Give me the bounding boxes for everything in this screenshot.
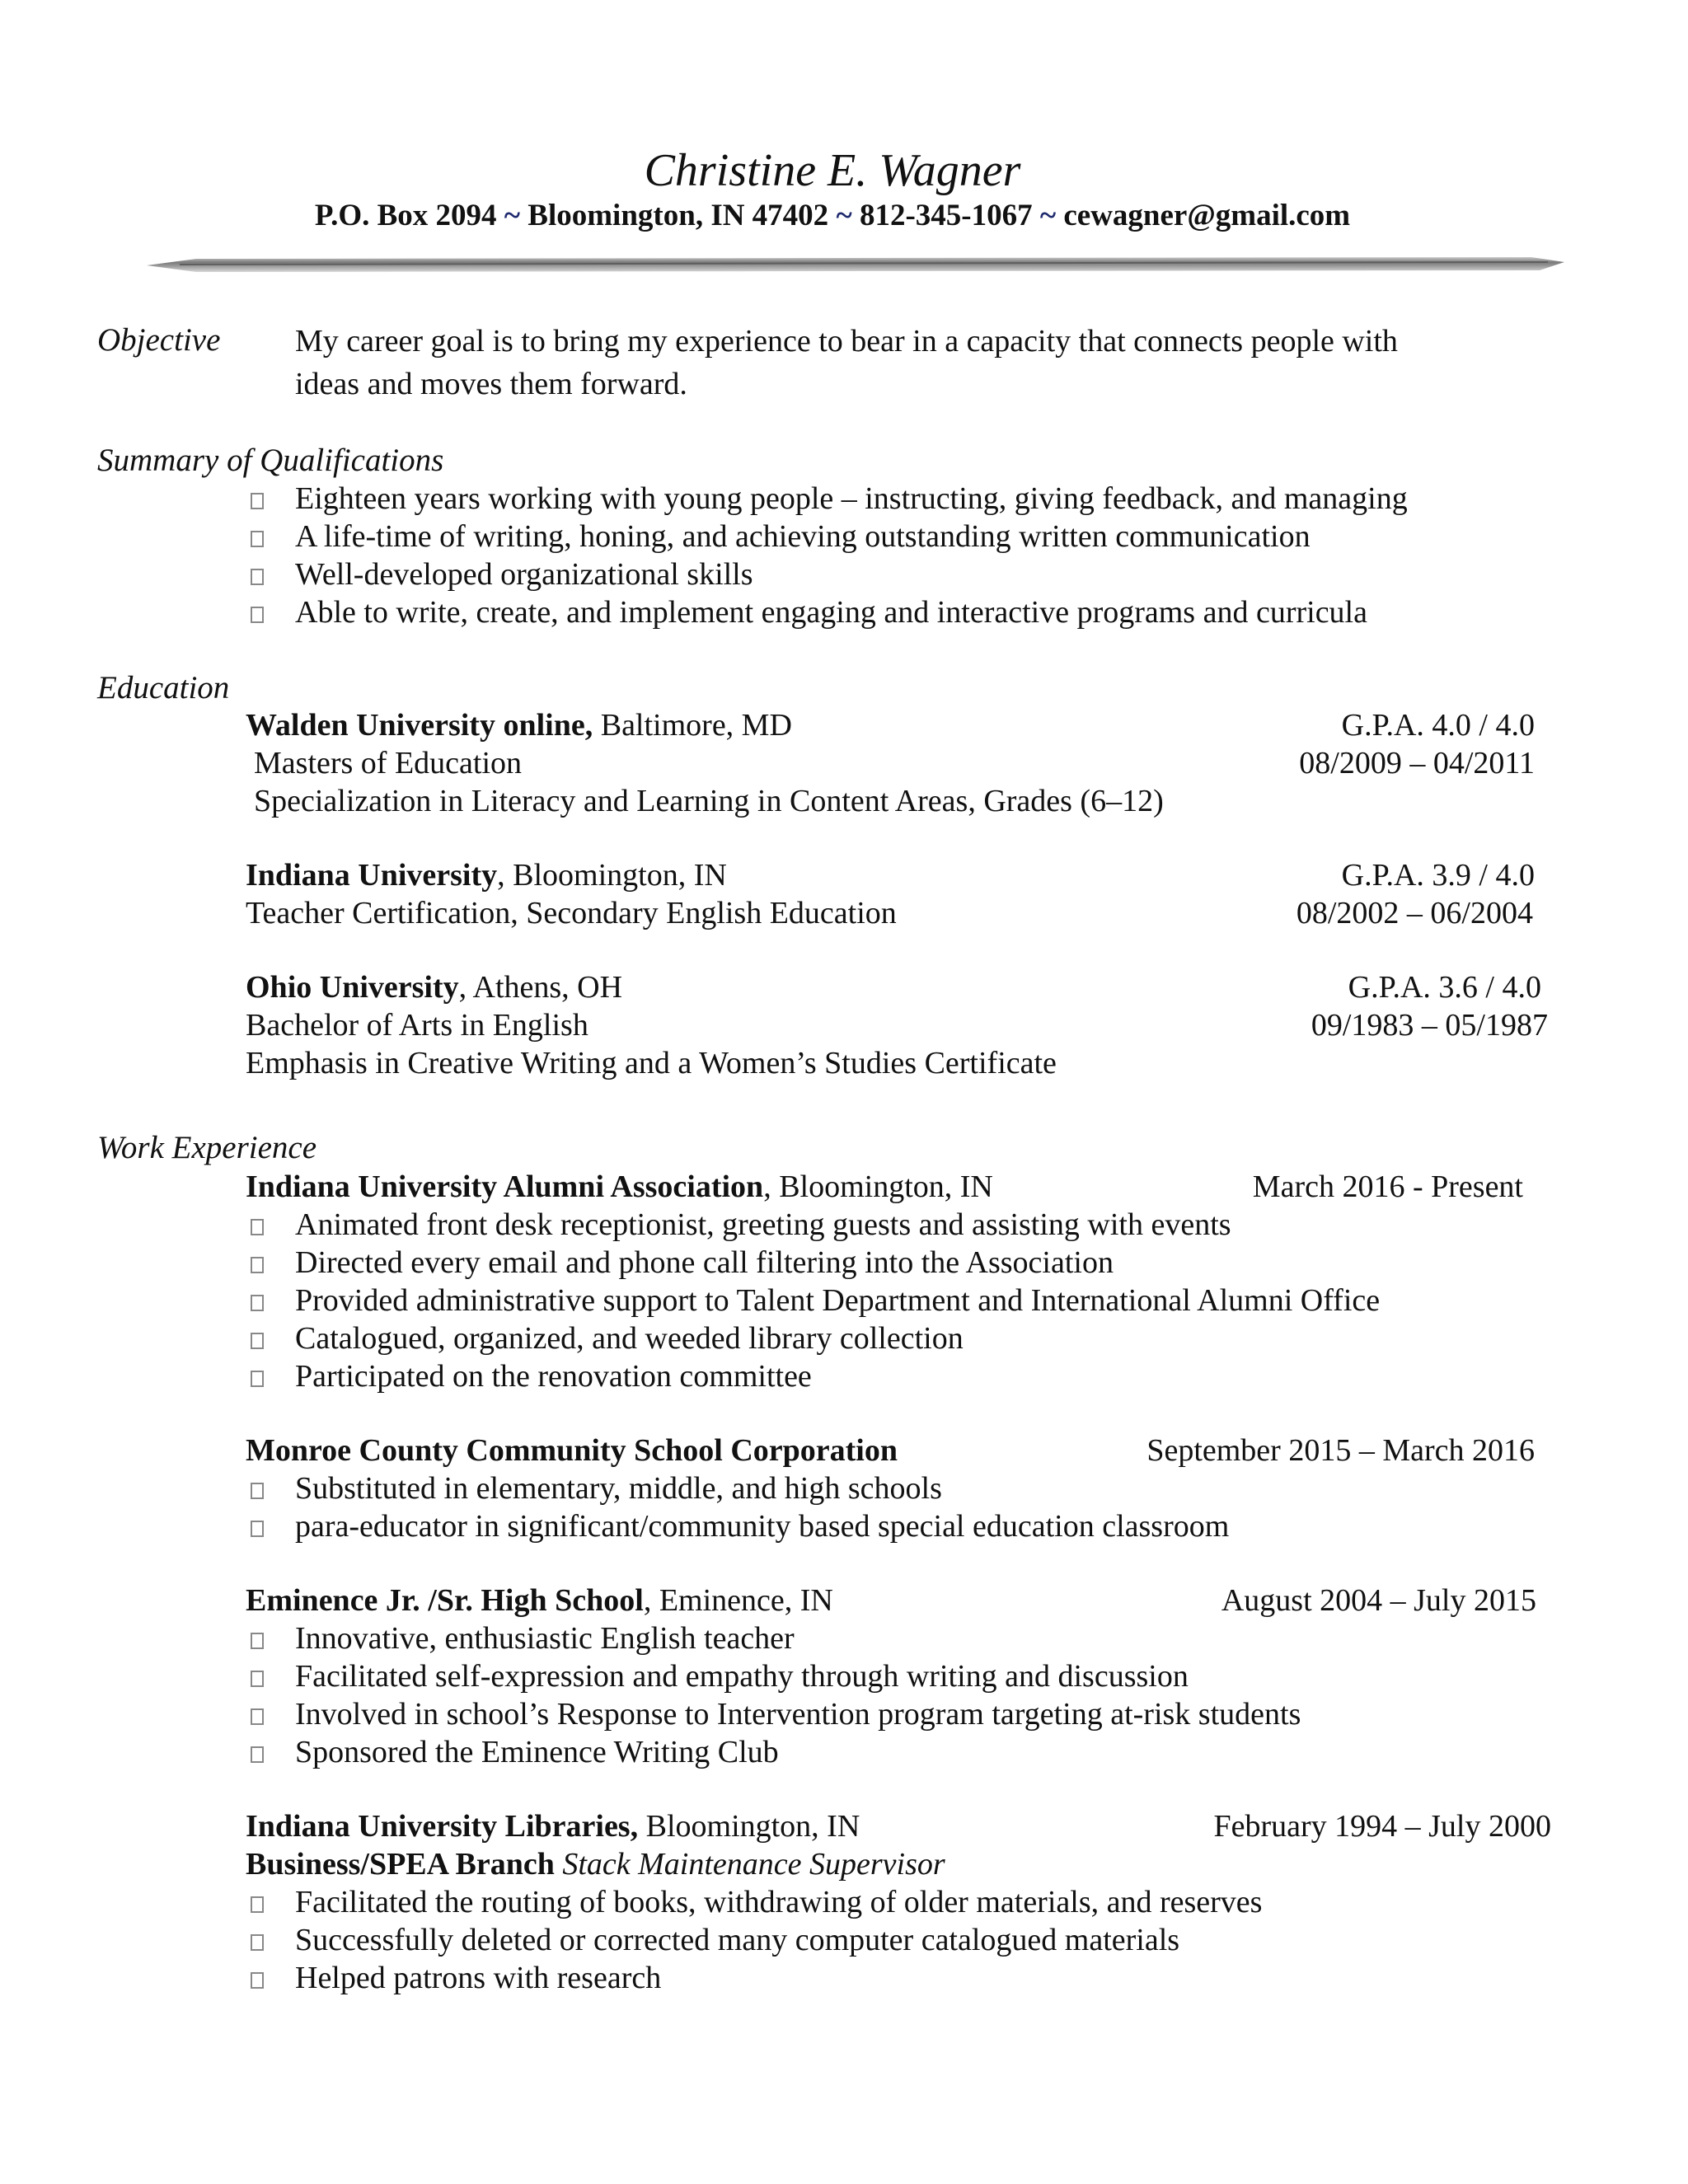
job-employer: Indiana University Alumni Association [246, 1169, 764, 1204]
bullet-box-icon [251, 1483, 264, 1499]
school-name-line [246, 857, 727, 893]
bullet-box-icon [251, 1633, 264, 1649]
contact-city: Bloomington, IN 47402 [528, 199, 829, 232]
school-dates: 08/2009 – 04/2011 [1299, 746, 1535, 780]
contact-separator: ~ [836, 199, 852, 232]
summary-item: Eighteen years working with young people – instructing, giving feedback, and managing [295, 481, 1408, 516]
school-dates: 08/2002 – 06/2004 [1296, 896, 1533, 930]
job-bullet: Facilitated the routing of books, withdrawing of older materials, and reserves [295, 1885, 1263, 1919]
resume-name: Christine E. Wagner [644, 145, 1021, 196]
work-heading: Work Experience [97, 1130, 317, 1165]
school-degree: Bachelor of Arts in English [246, 1008, 588, 1043]
school-degree: Masters of Education [254, 746, 523, 780]
school-name: Walden University online, [246, 708, 593, 743]
contact-email: cewagner@gmail.com [1063, 199, 1351, 232]
job-location: , Bloomington, IN [763, 1169, 993, 1204]
summary-item: A life-time of writing, honing, and achieving outstanding written communication [295, 519, 1311, 554]
bullet-box-icon [251, 1521, 264, 1537]
job-dates: August 2004 – July 2015 [1221, 1583, 1536, 1618]
job-employer-line [246, 1582, 833, 1619]
bullet-box-icon [251, 1295, 264, 1311]
education-heading: Education [97, 670, 230, 705]
bullet-box-icon [251, 493, 264, 509]
school-note: Specialization in Literacy and Learning in Content Areas, Grades (6–12) [254, 784, 1164, 818]
job-bullet: Innovative, enthusiastic English teacher [295, 1621, 795, 1656]
job-bullet: Involved in school’s Response to Intervention program targeting at-risk students [295, 1697, 1301, 1732]
school-gpa: G.P.A. 4.0 / 4.0 [1341, 708, 1535, 743]
school-gpa: G.P.A. 3.6 / 4.0 [1348, 970, 1541, 1005]
job-bullet: Directed every email and phone call filtering into the Association [295, 1245, 1114, 1280]
job-bullet: Provided administrative support to Talent Department and International Alumni Office [295, 1283, 1381, 1318]
job-branch: Business/SPEA Branch [246, 1847, 555, 1882]
job-dates: March 2016 - Present [1252, 1169, 1523, 1204]
job-branch-line [246, 1846, 945, 1882]
bullet-box-icon [251, 1257, 264, 1273]
summary-item: Able to write, create, and implement engaging and interactive programs and curricula [295, 595, 1367, 630]
job-bullet: Helped patrons with research [295, 1961, 662, 1995]
school-location: Baltimore, MD [593, 708, 792, 743]
contact-line [0, 198, 1665, 233]
header-divider [147, 252, 1564, 277]
objective-line-2: ideas and moves them forward. [295, 367, 687, 401]
school-name-line [246, 969, 622, 1005]
job-dates: February 1994 – July 2000 [1213, 1809, 1551, 1844]
job-bullet: Sponsored the Eminence Writing Club [295, 1735, 779, 1769]
objective-line-1: My career goal is to bring my experience to bear in a capacity that connects people with [295, 324, 1398, 359]
bullet-box-icon [251, 569, 264, 585]
bullet-box-icon [251, 1333, 264, 1349]
bullet-box-icon [251, 1371, 264, 1387]
bullet-box-icon [251, 1671, 264, 1687]
job-employer: Monroe County Community School Corporation [246, 1433, 898, 1468]
contact-separator: ~ [504, 199, 521, 232]
job-bullet: Successfully deleted or corrected many computer catalogued materials [295, 1923, 1180, 1957]
job-title: Stack Maintenance Supervisor [562, 1847, 945, 1882]
objective-heading: Objective [97, 322, 221, 358]
job-employer: Eminence Jr. /Sr. High School [246, 1583, 644, 1618]
job-employer-line [246, 1432, 898, 1469]
job-bullet: para-educator in significant/community based special education classroom [295, 1509, 1230, 1544]
bullet-box-icon [251, 1896, 264, 1913]
contact-phone: 812-345-1067 [859, 199, 1033, 232]
job-bullet: Participated on the renovation committee [295, 1359, 812, 1394]
school-dates: 09/1983 – 05/1987 [1311, 1008, 1548, 1043]
job-location: , Eminence, IN [643, 1583, 833, 1618]
school-degree: Teacher Certification, Secondary English Education [246, 896, 897, 930]
summary-item: Well-developed organizational skills [295, 557, 753, 592]
contact-separator: ~ [1039, 199, 1057, 232]
job-bullet: Facilitated self-expression and empathy through writing and discussion [295, 1659, 1189, 1694]
school-note: Emphasis in Creative Writing and a Women’s Studies Certificate [246, 1046, 1057, 1080]
job-bullet: Animated front desk receptionist, greeting guests and assisting with events [295, 1207, 1231, 1242]
job-bullet: Catalogued, organized, and weeded library collection [295, 1321, 964, 1356]
job-employer-line [246, 1808, 860, 1844]
bullet-box-icon [251, 607, 264, 623]
job-dates: September 2015 – March 2016 [1146, 1433, 1535, 1468]
bullet-box-icon [251, 1708, 264, 1725]
bullet-box-icon [251, 1934, 264, 1951]
bullet-box-icon [251, 1219, 264, 1235]
job-location: Bloomington, IN [638, 1809, 860, 1844]
school-gpa: G.P.A. 3.9 / 4.0 [1341, 858, 1535, 893]
job-employer-line [246, 1169, 993, 1205]
school-location: , Bloomington, IN [497, 858, 727, 893]
job-employer: Indiana University Libraries, [246, 1809, 639, 1844]
summary-heading: Summary of Qualifications [97, 443, 444, 478]
bullet-box-icon [251, 1972, 264, 1989]
school-name: Ohio University [246, 970, 459, 1005]
school-name-line [246, 707, 792, 743]
job-bullet: Substituted in elementary, middle, and high schools [295, 1471, 942, 1506]
bullet-box-icon [251, 531, 264, 547]
school-location: , Athens, OH [458, 970, 623, 1005]
school-name: Indiana University [246, 858, 498, 893]
contact-address: P.O. Box 2094 [314, 199, 497, 232]
bullet-box-icon [251, 1746, 264, 1763]
